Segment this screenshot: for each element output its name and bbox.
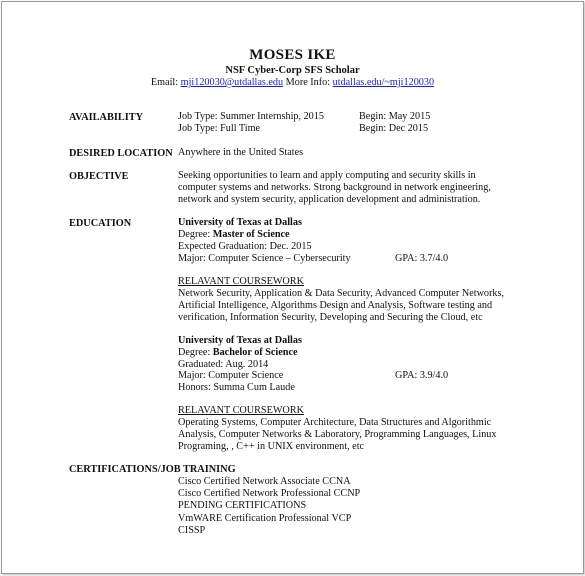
masters-coursework <box>178 288 504 325</box>
coursework-line: Artificial Intelligence, Algorithms Design and Analysis, Software testing and <box>178 300 493 312</box>
education-heading: EDUCATION <box>69 218 132 229</box>
bachelors-graduation: Graduated: Aug. 2014 <box>178 359 269 370</box>
desired-location-text: Anywhere in the United States <box>178 147 304 158</box>
desired-location-heading: DESIRED LOCATION <box>69 148 173 159</box>
more-info-link[interactable]: utdallas.edu/~mji120030 <box>332 77 435 88</box>
objective-line: network and system security, application development and administration. <box>178 194 481 206</box>
availability-heading: AVAILABILITY <box>69 112 144 123</box>
availability-job-2: Job Type: Full Time <box>178 123 261 134</box>
bachelors-major: Major: Computer Science <box>178 370 284 381</box>
masters-degree-value: Master of Science <box>212 229 290 240</box>
certifications-heading: CERTIFICATIONS/JOB TRAINING <box>69 464 236 475</box>
bachelors-degree-label: Degree: <box>178 347 213 358</box>
bachelors-degree-value: Bachelor of Science <box>212 347 298 358</box>
certification-item: PENDING CERTIFICATIONS <box>178 500 307 512</box>
resume-page <box>1 1 584 574</box>
masters-degree <box>178 229 290 241</box>
objective-text <box>178 170 491 207</box>
email-link[interactable]: mji120030@utdallas.edu <box>180 77 284 88</box>
coursework-line: Operating Systems, Computer Architecture, Data Structures and Algorithmic <box>178 417 492 428</box>
coursework-line: Network Security, Application & Data Security, Advanced Computer Networks, <box>178 288 505 299</box>
objective-heading: OBJECTIVE <box>69 171 129 182</box>
objective-line: computer systems and networks. Strong background in network engineering, <box>178 182 491 194</box>
bachelors-degree <box>178 347 298 359</box>
masters-coursework-label: RELAVANT COURSEWORK <box>178 276 304 287</box>
resume-name: MOSES IKE <box>249 47 336 63</box>
resume-subtitle: NSF Cyber-Corp SFS Scholar <box>225 65 360 76</box>
masters-major: Major: Computer Science – Cybersecurity <box>178 253 351 264</box>
availability-begin-1: Begin: May 2015 <box>359 111 431 122</box>
certification-item: Cisco Certified Network Professional CCNP <box>178 488 361 500</box>
certification-item: VmWARE Certification Professional VCP <box>178 512 352 524</box>
bachelors-school: University of Texas at Dallas <box>178 335 302 346</box>
contact-line <box>2 77 583 88</box>
email-label: Email: <box>150 77 179 88</box>
bachelors-coursework <box>178 417 497 454</box>
more-info-label: More Info: <box>285 77 331 88</box>
certification-item: CISSP <box>178 524 206 536</box>
coursework-line: Analysis, Computer Networks & Laboratory, Programming Languages, Linux <box>178 429 497 441</box>
masters-degree-label: Degree: <box>178 229 213 240</box>
certifications-list <box>178 476 360 537</box>
masters-gpa: GPA: 3.7/4.0 <box>395 253 449 264</box>
availability-begin-2: Begin: Dec 2015 <box>359 123 429 134</box>
coursework-line: verification, Information Security, Developing and Securing the Cloud, etc <box>178 312 483 324</box>
masters-school: University of Texas at Dallas <box>178 217 302 228</box>
masters-graduation: Expected Graduation: Dec. 2015 <box>178 241 312 252</box>
bachelors-gpa: GPA: 3.9/4.0 <box>395 370 449 381</box>
bachelors-honors: Honors: Summa Cum Laude <box>178 382 295 393</box>
coursework-line: Programing, , C++ in UNIX environment, etc <box>178 441 365 453</box>
bachelors-coursework-label: RELAVANT COURSEWORK <box>178 405 304 416</box>
availability-job-1: Job Type: Summer Internship, 2015 <box>178 111 324 122</box>
objective-line: Seeking opportunities to learn and apply computing and security skills in <box>178 170 476 181</box>
certification-item: Cisco Certified Network Associate CCNA <box>178 476 351 487</box>
